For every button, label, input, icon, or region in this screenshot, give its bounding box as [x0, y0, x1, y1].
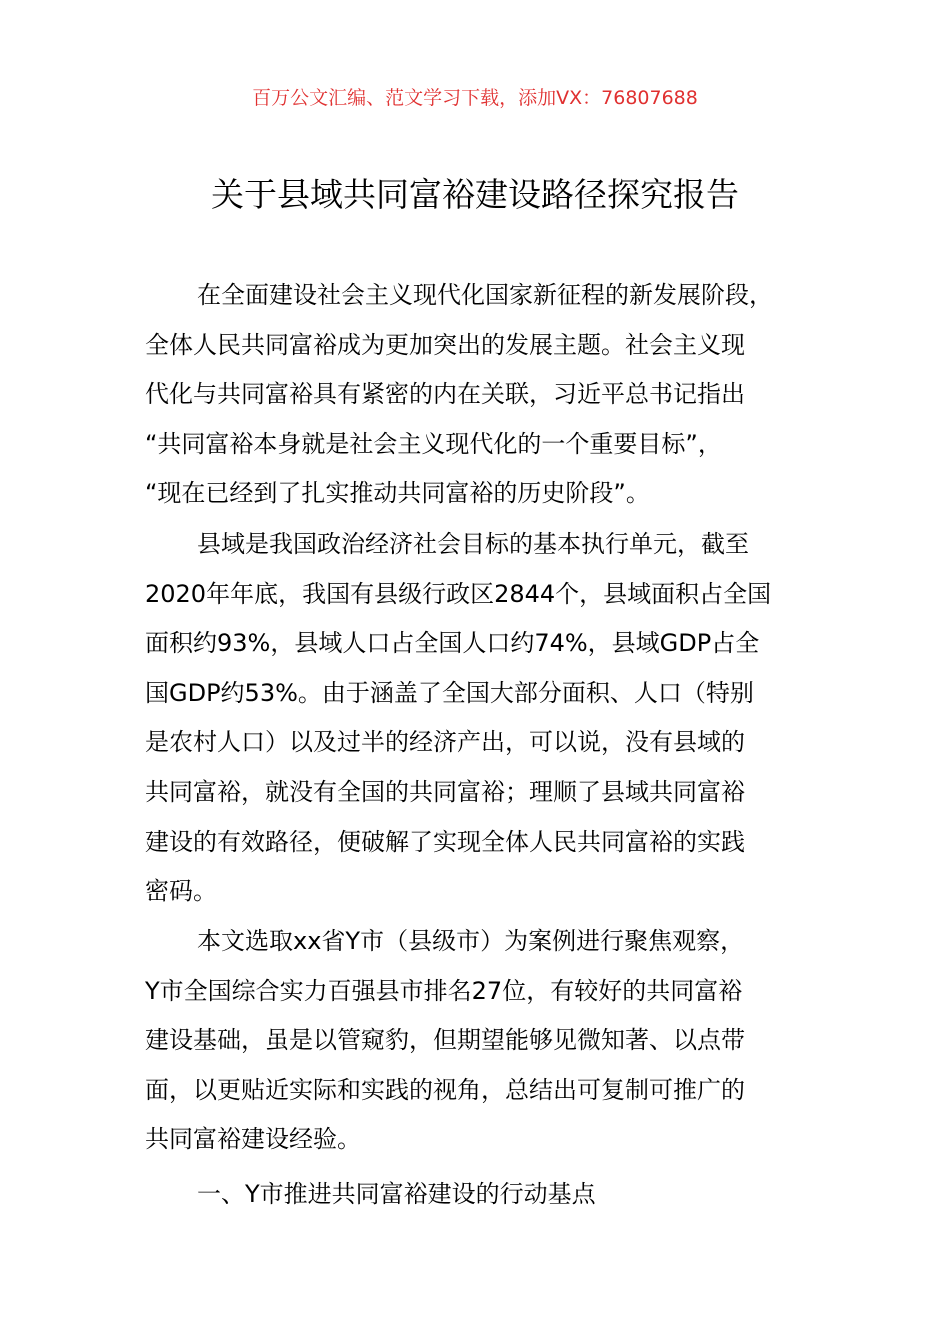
paragraph-line: 面，以更贴近实际和实践的视角，总结出可复制可推广的 — [145, 1075, 745, 1104]
paragraph-line: 建设的有效路径，便破解了实现全体人民共同富裕的实践 — [145, 827, 745, 856]
paragraph-2 — [145, 520, 835, 917]
paragraph-line: 县域是我国政治经济社会目标的基本执行单元，截至 — [197, 530, 749, 558]
paragraph-line: 共同富裕，就没有全国的共同富裕；理顺了县域共同富裕 — [145, 777, 745, 806]
paragraph-1 — [145, 271, 835, 519]
header-note: 百万公文汇编、范文学习下载，添加VX：76807688 — [252, 87, 698, 109]
paragraph-line: 密码。 — [145, 877, 217, 906]
paragraph-line: Y市全国综合实力百强县市排名27位，有较好的共同富裕 — [145, 976, 743, 1005]
paragraph-line: 在全面建设社会主义现代化国家新征程的新发展阶段， — [197, 281, 773, 309]
paragraph-3 — [145, 917, 835, 1165]
paragraph-line: 全体人民共同富裕成为更加突出的发展主题。社会主义现 — [145, 330, 745, 359]
paragraph-line: 共同富裕建设经验。 — [145, 1125, 361, 1154]
section-heading: 一、Y市推进共同富裕建设的行动基点 — [197, 1180, 596, 1208]
paragraph-line: 国GDP约53%。由于涵盖了全国大部分面积、人口（特别 — [145, 678, 754, 707]
document-title: 关于县域共同富裕建设路径探究报告 — [211, 175, 739, 214]
paragraph-line: 建设基础，虽是以管窥豹，但期望能够见微知著、以点带 — [145, 1026, 745, 1055]
paragraph-line: “共同富裕本身就是社会主义现代化的一个重要目标”， — [145, 429, 722, 458]
paragraph-line: 2020年年底，我国有县级行政区2844个，县域面积占全国 — [145, 579, 772, 608]
paragraph-line: “现在已经到了扎实推动共同富裕的历史阶段”。 — [145, 479, 650, 508]
paragraph-line: 代化与共同富裕具有紧密的内在关联，习近平总书记指出 — [145, 380, 745, 409]
paragraph-line: 本文选取xx省Y市（县级市）为案例进行聚焦观察， — [197, 927, 745, 955]
paragraph-line: 面积约93%，县域人口占全国人口约74%，县域GDP占全 — [145, 629, 760, 658]
paragraph-line: 是农村人口）以及过半的经济产出，可以说，没有县域的 — [145, 728, 745, 757]
